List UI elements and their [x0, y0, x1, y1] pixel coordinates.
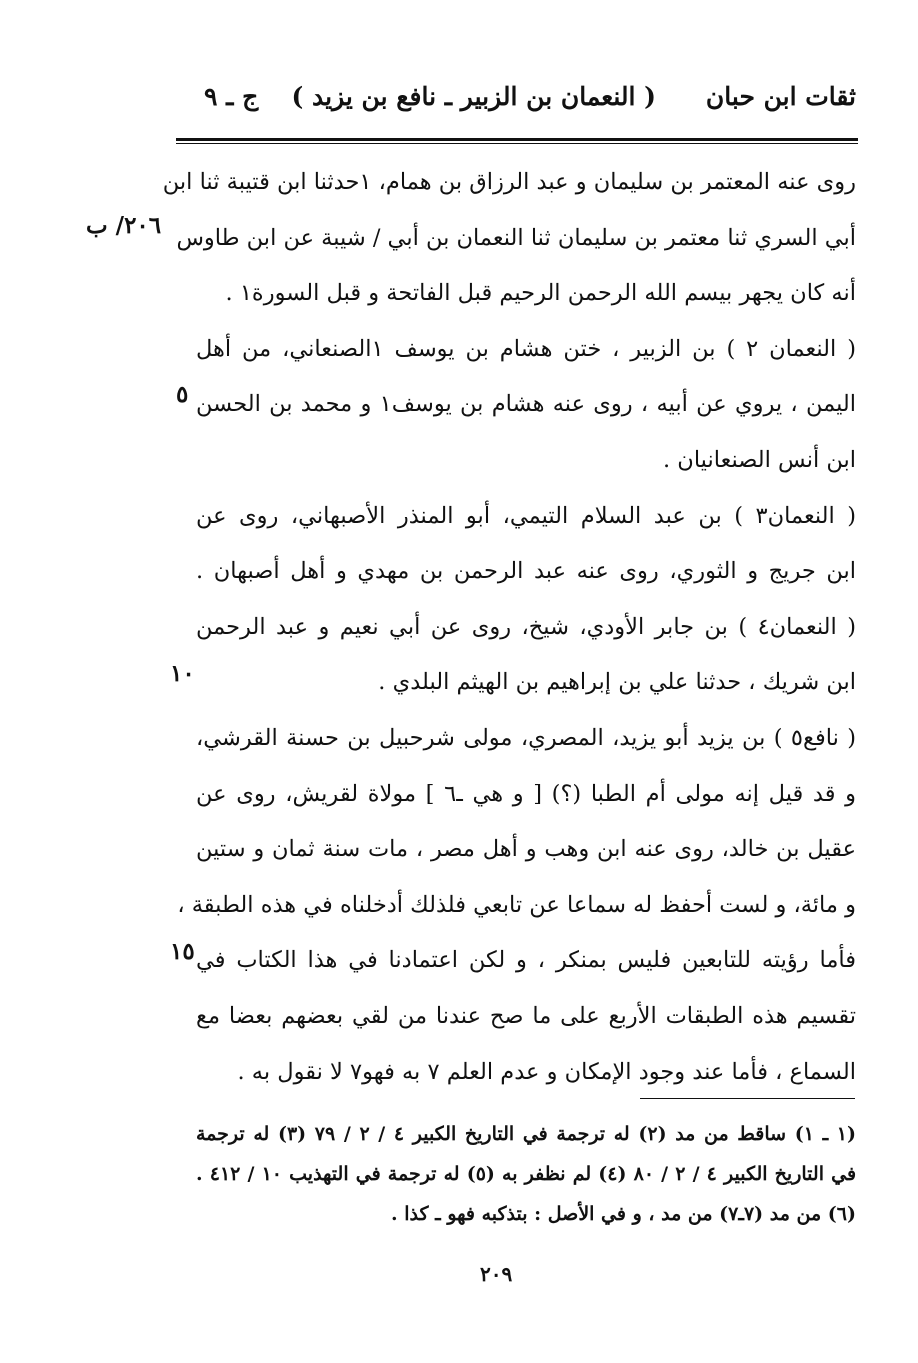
- text-line: فأما رؤيته للتابعين فليس بمنكر ، و لكن اعتمادنا في هذا الكتاب في: [196, 947, 856, 974]
- footnote-line: (٦) من مد (٧ـ٧) من مد ، و في الأصل : بتذكبه فهو ـ كذا .: [391, 1203, 856, 1225]
- text-line: عقيل بن خالد، روى عنه ابن وهب و أهل مصر ، مات سنة ثمان و ستين: [196, 836, 856, 863]
- text-line: أبي السري ثنا معتمر بن سليمان ثنا النعمان بن أبي / شيبة عن ابن طاوس: [176, 224, 856, 251]
- text-line: أنه كان يجهر بيسم الله الرحمن الرحيم قبل الفاتحة و قبل السورة١ .: [225, 280, 856, 307]
- footnote-line: في التاريخ الكبير ٤ / ٢ / ٨٠ (٤) لم نظفر به (٥) له ترجمة في التهذيب ١٠ / ٤١٢ .: [196, 1163, 857, 1185]
- text-line: ( النعمان٤ ) بن جابر الأودي، شيخ، روى عن أبي نعيم و عبد الرحمن: [196, 613, 857, 640]
- header-rule-thin: [176, 143, 858, 144]
- text-line: ( النعمان٣ ) بن عبد السلام التيمي، أبو المنذر الأصبهاني، روى عن: [196, 502, 856, 529]
- running-header: [176, 82, 856, 128]
- text-line: و مائة، و لست أحفظ له سماعا عن تابعي فلذلك أدخلناه في هذه الطبقة ،: [177, 891, 856, 918]
- text-line: السماع ، فأما عند وجود الإمكان و عدم العلم ٧ به فهو٧ لا نقول به .: [237, 1058, 856, 1085]
- line-number-5: ٥: [176, 381, 189, 408]
- text-line: روى عنه المعتمر بن سليمان و عبد الرزاق بن همام، ١حدثنا ابن قتيبة ثنا ابن: [162, 169, 856, 195]
- text-line: ابن جريج و الثوري، روى عنه عبد الرحمن بن مهدي و أهل أصبهان .: [196, 558, 856, 585]
- text-line: ( نافع٥ ) بن يزيد أبو يزيد، المصري، مولى شرحبيل بن حسنة القرشي،: [196, 724, 856, 751]
- volume-number: ج ـ ٩: [204, 82, 259, 111]
- folio-marker: ٢٠٦/ ب: [86, 212, 162, 239]
- text-line: ( النعمان ٢ ) بن الزبير ، ختن هشام بن يوسف ١الصنعاني، من أهل: [196, 335, 856, 362]
- text-line: ابن أنس الصنعانيان .: [663, 446, 856, 473]
- text-line: ابن شريك ، حدثنا علي بن إبراهيم بن الهيثم البلدي .: [378, 669, 856, 696]
- line-number-15: ١٥: [170, 938, 195, 965]
- footnote-rule: [640, 1098, 855, 1099]
- text-line: تقسيم هذه الطبقات الأربع على ما صح عندنا من لقي بعضهم بعضا مع: [196, 1002, 856, 1029]
- page-number: ٢٠٩: [480, 1262, 513, 1286]
- text-line: اليمن ، يروي عن أبيه ، روى عنه هشام بن يوسف١ و محمد بن الحسن: [196, 391, 856, 418]
- book-title: ثقات ابن حبان: [705, 82, 856, 111]
- footnotes: [196, 1114, 856, 1234]
- text-line: و قد قيل إنه مولى أم الطبا (؟) [ و هي ـ٦ ] مولاة لقريش، روى عن: [196, 780, 857, 807]
- header-rule: [176, 138, 858, 141]
- footnote-line: (١ ـ ١) ساقط من مد (٢) له ترجمة في التاريخ الكبير ٤ / ٢ / ٧٩ (٣) له ترجمة: [196, 1123, 857, 1145]
- section-title: ( النعمان بن الزبير ـ نافع بن يزيد ): [291, 82, 656, 111]
- line-number-10: ١٠: [170, 660, 195, 687]
